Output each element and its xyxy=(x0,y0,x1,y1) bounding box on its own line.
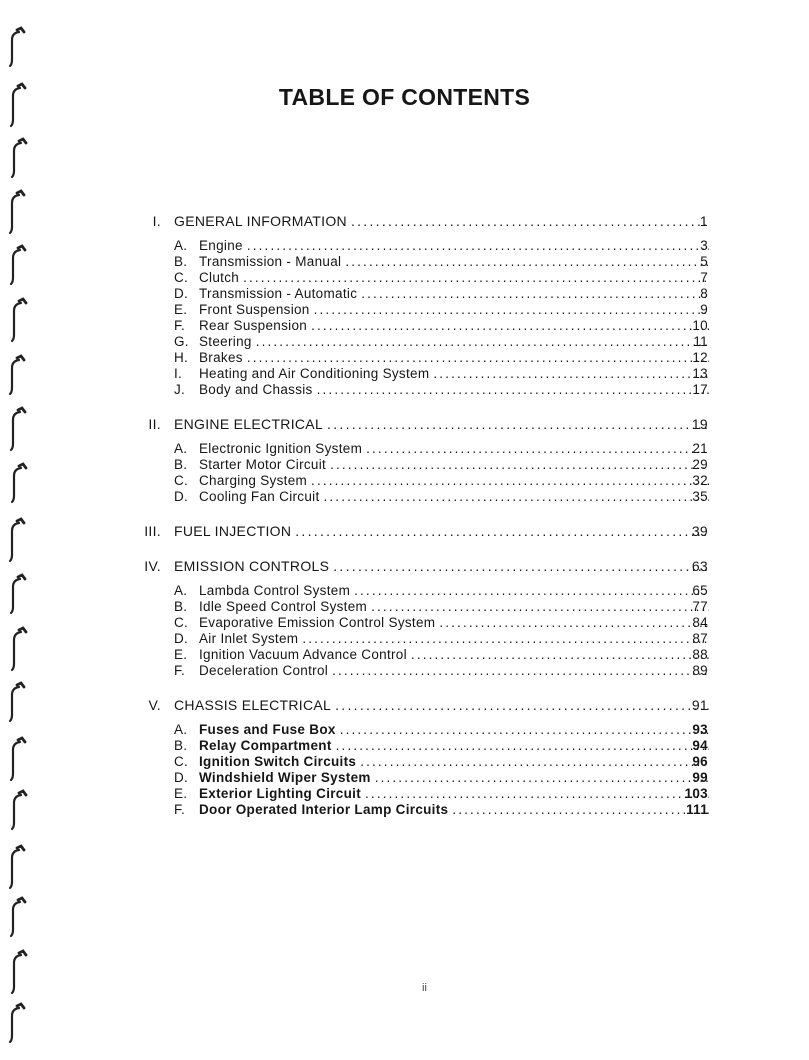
toc-entry-row xyxy=(0,786,809,802)
dot-leader xyxy=(328,663,709,679)
dot-leader xyxy=(291,522,709,540)
toc-section xyxy=(0,522,809,540)
dot-leader xyxy=(347,212,709,230)
section-numeral: IV. xyxy=(144,558,161,574)
dot-leader xyxy=(435,615,709,631)
page-ref: 32 xyxy=(692,473,708,488)
page-ref: 96 xyxy=(692,754,708,769)
toc-entry-row xyxy=(0,489,809,505)
binding-hole-mark xyxy=(10,32,19,66)
entry-letter: F. xyxy=(174,318,186,333)
entry-title: Starter Motor Circuit xyxy=(199,457,327,472)
entry-title: Steering xyxy=(199,334,252,349)
entry-title: Clutch xyxy=(199,270,240,285)
dot-leader xyxy=(371,770,709,786)
entry-title: Transmission - Automatic xyxy=(199,286,358,301)
toc-section xyxy=(0,212,809,398)
toc-entry-row xyxy=(0,302,809,318)
entry-letter: B. xyxy=(174,599,188,614)
toc-entry-row xyxy=(0,366,809,382)
toc-section-row xyxy=(0,522,809,540)
page-ref: 94 xyxy=(692,738,708,753)
entry-letter: I. xyxy=(174,366,183,381)
dot-leader xyxy=(313,382,709,398)
page-ref: 65 xyxy=(692,583,708,598)
toc-section-row xyxy=(0,557,809,575)
page-ref: 29 xyxy=(692,457,708,472)
dot-leader xyxy=(429,366,709,382)
toc-entry-row xyxy=(0,238,809,254)
toc-section xyxy=(0,557,809,679)
page-ref: 1 xyxy=(699,213,708,229)
toc-section-row xyxy=(0,212,809,230)
entry-title: Heating and Air Conditioning System xyxy=(199,366,430,381)
page-ref: 11 xyxy=(693,334,708,349)
dot-leader xyxy=(243,238,709,254)
page-ref: 21 xyxy=(692,441,708,456)
toc-entry-row xyxy=(0,802,809,818)
toc-section-row xyxy=(0,696,809,714)
page-ref: 39 xyxy=(691,523,708,539)
page-ref: 9 xyxy=(700,302,708,317)
entry-title: Ignition Vacuum Advance Control xyxy=(199,647,407,662)
page-ref: 84 xyxy=(692,615,708,630)
entry-title: Windshield Wiper System xyxy=(199,770,371,785)
entry-title: Cooling Fan Circuit xyxy=(199,489,320,504)
page-ref: 5 xyxy=(700,254,708,269)
dot-leader xyxy=(310,302,709,318)
entry-letter: D. xyxy=(174,631,189,646)
entry-letter: A. xyxy=(174,722,188,737)
entry-letter: J. xyxy=(174,382,186,397)
toc-entry-row xyxy=(0,254,809,270)
dot-leader xyxy=(323,415,709,433)
section-numeral: II. xyxy=(148,416,161,432)
toc-entry-row xyxy=(0,334,809,350)
entry-letter: A. xyxy=(174,238,188,253)
entry-letter: H. xyxy=(174,350,189,365)
entry-letter: B. xyxy=(174,738,188,753)
dot-leader xyxy=(331,696,709,714)
dot-leader xyxy=(357,286,709,302)
page-ref: 12 xyxy=(692,350,708,365)
entry-letter: F. xyxy=(174,663,186,678)
entry-title: Electronic Ignition System xyxy=(199,441,363,456)
toc-entry-row xyxy=(0,350,809,366)
entry-letter: C. xyxy=(174,473,189,488)
entry-title: Front Suspension xyxy=(199,302,310,317)
toc-entry-row xyxy=(0,631,809,647)
page-ref: 111 xyxy=(686,802,708,817)
page-ref: 7 xyxy=(700,270,708,285)
toc-entry-row xyxy=(0,473,809,489)
toc-entry-row xyxy=(0,270,809,286)
toc-entry-row xyxy=(0,599,809,615)
entry-title: Deceleration Control xyxy=(199,663,329,678)
toc-entry-row xyxy=(0,738,809,754)
dot-leader xyxy=(362,441,709,457)
dot-leader xyxy=(356,754,709,770)
dot-leader xyxy=(336,722,709,738)
page-ref: 99 xyxy=(692,770,708,785)
toc-entry-row xyxy=(0,754,809,770)
dot-leader xyxy=(239,270,709,286)
section-title: FUEL INJECTION xyxy=(174,523,292,539)
dot-leader xyxy=(350,583,709,599)
toc-entry-row xyxy=(0,770,809,786)
page-ref: 89 xyxy=(692,663,708,678)
section-numeral: I. xyxy=(152,213,161,229)
section-title: EMISSION CONTROLS xyxy=(174,558,330,574)
toc-entry-row xyxy=(0,286,809,302)
entry-letter: C. xyxy=(174,754,189,769)
toc-entry-row xyxy=(0,722,809,738)
entry-title: Rear Suspension xyxy=(199,318,308,333)
toc-entry-row xyxy=(0,583,809,599)
entry-title: Lambda Control System xyxy=(199,583,351,598)
page-ref: 77 xyxy=(692,599,708,614)
page-ref: 88 xyxy=(692,647,708,662)
dot-leader xyxy=(407,647,709,663)
page-ref: 3 xyxy=(700,238,708,253)
dot-leader xyxy=(320,489,710,505)
section-title: CHASSIS ELECTRICAL xyxy=(174,697,332,713)
entry-title: Ignition Switch Circuits xyxy=(199,754,357,769)
page-title: TABLE OF CONTENTS xyxy=(278,84,531,110)
dot-leader xyxy=(367,599,709,615)
binding-hole-mark xyxy=(10,1008,19,1042)
page-ref: 91 xyxy=(691,697,708,713)
dot-leader xyxy=(361,786,709,802)
entry-letter: D. xyxy=(174,770,189,785)
section-title: GENERAL INFORMATION xyxy=(174,213,347,229)
toc-entry-row xyxy=(0,457,809,473)
entry-title: Idle Speed Control System xyxy=(199,599,368,614)
entry-title: Brakes xyxy=(199,350,243,365)
entry-letter: B. xyxy=(174,457,188,472)
entry-title: Fuses and Fuse Box xyxy=(199,722,336,737)
dot-leader xyxy=(298,631,709,647)
section-numeral: III. xyxy=(144,523,161,539)
entry-letter: A. xyxy=(174,441,188,456)
entry-letter: A. xyxy=(174,583,188,598)
page-ref: 13 xyxy=(692,366,708,381)
entry-letter: G. xyxy=(174,334,189,349)
entry-letter: C. xyxy=(174,615,189,630)
binding-hole-mark xyxy=(12,143,21,177)
entry-title: Exterior Lighting Circuit xyxy=(199,786,362,801)
entry-title: Transmission - Manual xyxy=(199,254,342,269)
toc-entry-row xyxy=(0,441,809,457)
entry-title: Air Inlet System xyxy=(199,631,299,646)
page-ref: 8 xyxy=(700,286,708,301)
dot-leader xyxy=(243,350,709,366)
entry-letter: E. xyxy=(174,786,188,801)
entry-title: Door Operated Interior Lamp Circuits xyxy=(199,802,449,817)
page-ref: 103 xyxy=(684,786,708,801)
entry-title: Relay Compartment xyxy=(199,738,332,753)
toc-section xyxy=(0,415,809,505)
toc-entry-row xyxy=(0,647,809,663)
page-ref: 35 xyxy=(692,489,708,504)
entry-letter: E. xyxy=(174,302,188,317)
dot-leader xyxy=(307,318,709,334)
page-ref: 17 xyxy=(692,382,708,397)
entry-letter: F. xyxy=(174,802,186,817)
entry-title: Body and Chassis xyxy=(199,382,313,397)
entry-title: Evaporative Emission Control System xyxy=(199,615,436,630)
entry-title: Charging System xyxy=(199,473,308,488)
dot-leader xyxy=(448,802,709,818)
entry-title: Engine xyxy=(199,238,243,253)
entry-letter: C. xyxy=(174,270,189,285)
toc-entry-row xyxy=(0,382,809,398)
section-title: ENGINE ELECTRICAL xyxy=(174,416,324,432)
page-number: ii xyxy=(422,982,427,994)
toc-section-row xyxy=(0,415,809,433)
dot-leader xyxy=(341,254,709,270)
table-of-contents xyxy=(0,212,809,835)
entry-letter: E. xyxy=(174,647,188,662)
page-ref: 19 xyxy=(691,416,708,432)
entry-letter: D. xyxy=(174,286,189,301)
page-ref: 93 xyxy=(692,722,708,737)
dot-leader xyxy=(252,334,709,350)
dot-leader xyxy=(307,473,709,489)
entry-letter: D. xyxy=(174,489,189,504)
page-ref: 63 xyxy=(691,558,708,574)
dot-leader xyxy=(332,738,709,754)
binding-hole-mark xyxy=(10,850,19,888)
toc-entry-row xyxy=(0,615,809,631)
dot-leader xyxy=(326,457,709,473)
page-ref: 87 xyxy=(692,631,708,646)
section-numeral: V. xyxy=(148,697,161,713)
toc-entry-row xyxy=(0,663,809,679)
dot-leader xyxy=(329,557,709,575)
binding-hole-mark xyxy=(11,902,20,936)
page-ref: 10 xyxy=(692,318,708,333)
toc-section xyxy=(0,696,809,818)
entry-letter: B. xyxy=(174,254,188,269)
toc-entry-row xyxy=(0,318,809,334)
